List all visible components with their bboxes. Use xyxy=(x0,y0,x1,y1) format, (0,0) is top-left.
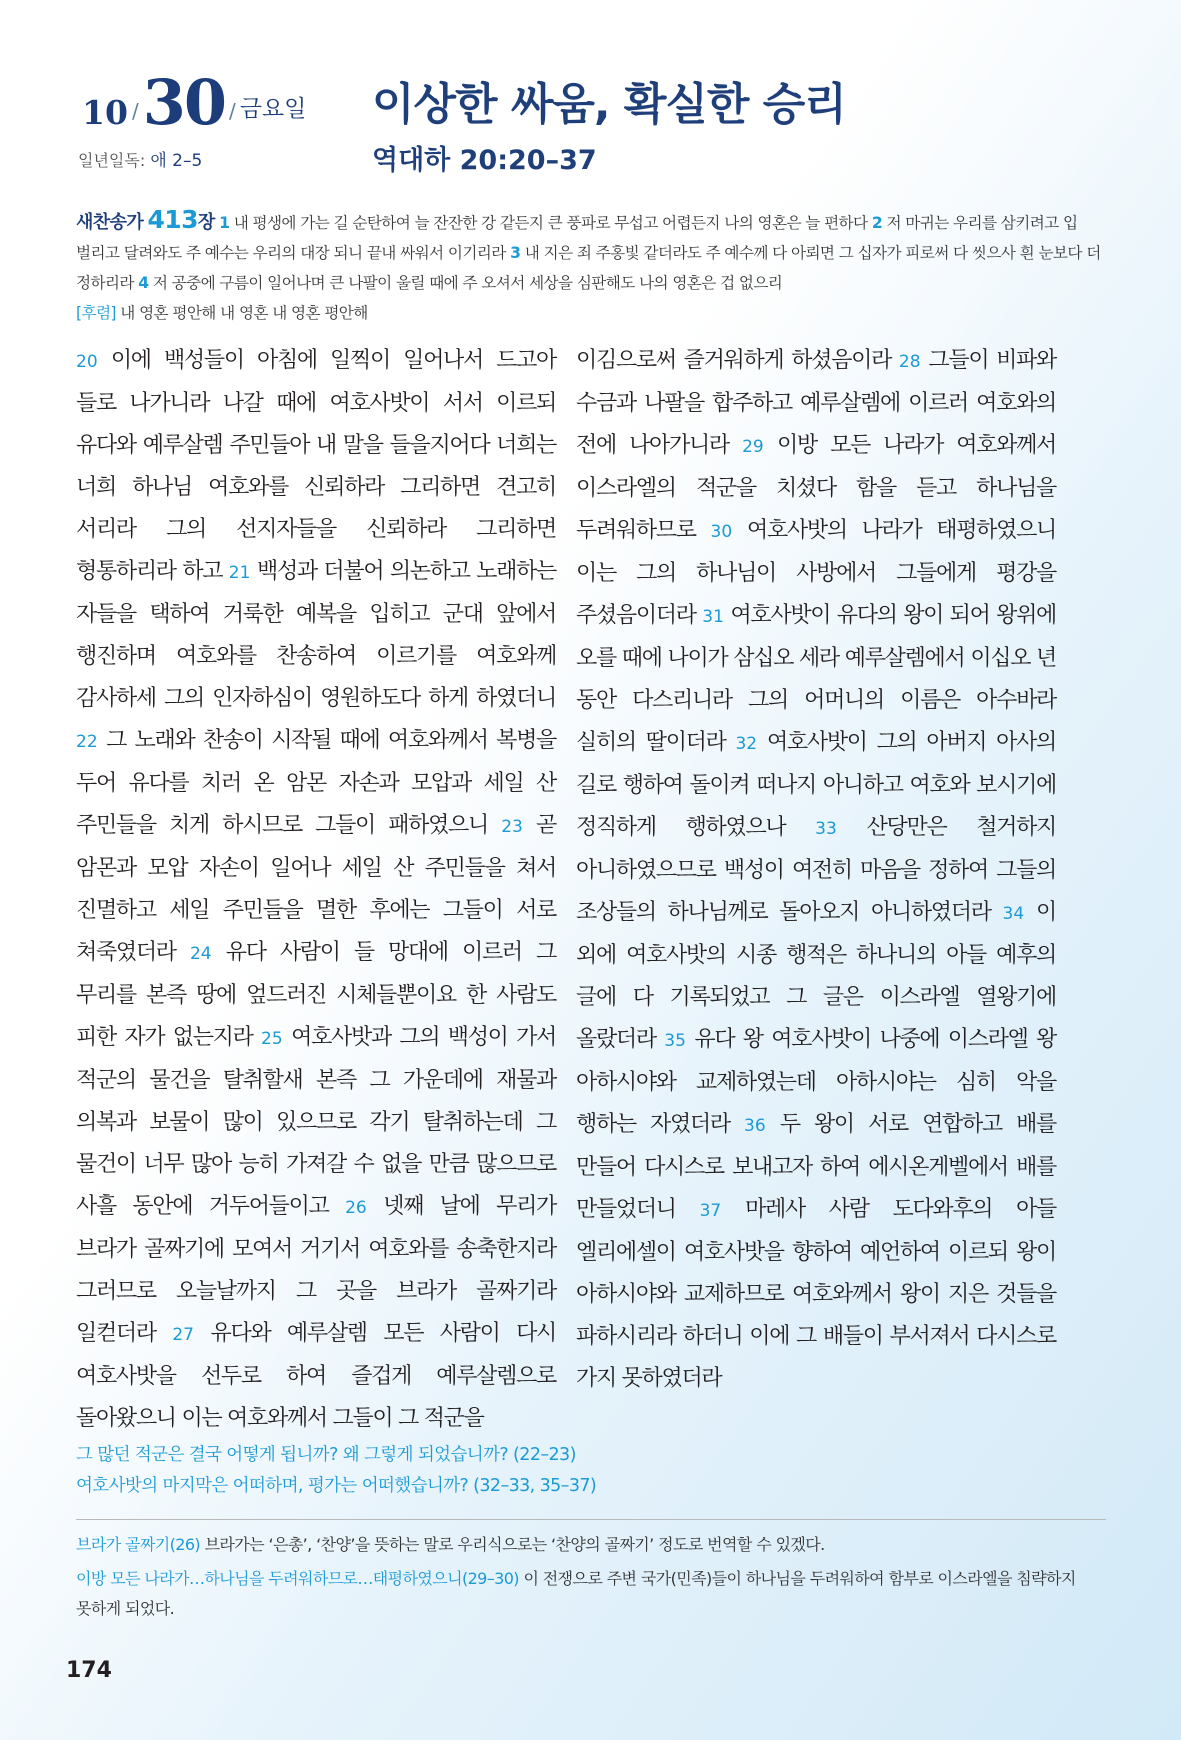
meditation-questions xyxy=(76,1440,1106,1502)
verse-text: 유다 왕 여호사밧이 나중에 이스라엘 왕 아하시야와 교제하였는데 아하시야는 심히 악을 행하는 자였더라 xyxy=(576,1027,1057,1137)
note xyxy=(76,1564,1106,1624)
hymn-chorus-label: [후렴] xyxy=(76,304,116,322)
verse-number: 20 xyxy=(76,352,98,372)
verse-number: 25 xyxy=(261,1029,283,1049)
verse-text: 이김으로써 즐거워하게 하셨음이라 xyxy=(576,348,892,373)
verse-number: 30 xyxy=(710,522,733,542)
verse-number: 21 xyxy=(228,563,251,583)
hymn-chorus-text: 내 영혼 평안해 내 영혼 내 영혼 평안해 xyxy=(120,304,368,322)
verse-text: 이에 백성들이 아침에 일찍이 일어나서 드고아 들로 나가니라 나갈 때에 여호사밧이 서서 이르되 유다와 예루살렘 주민들아 내 말을 들을지어다 너희는 너희 하나님 여호와를 신뢰하라 그리하면 견고히 서리라 그의 선지자들을 신뢰하라 그리하면 형통하리라 하고 xyxy=(76,348,556,584)
date-weekday: 금요일 xyxy=(239,96,307,122)
verse-text: 그들이 비파와 수금과 나팔을 합주하고 예루살렘에 이르러 여호와의 전에 나아가니라 xyxy=(576,348,1057,458)
note-text: 이 전쟁으로 주변 국가(민족)들이 하나님을 두려워하여 함부로 이스라엘을 침략하지 못하게 되었다. xyxy=(76,1569,1076,1618)
hymn-suffix: 장 xyxy=(197,212,215,233)
verse-number: 31 xyxy=(702,607,724,627)
note-text: 브라가는 ‘은총’, ‘찬양’을 뜻하는 말로 우리식으로는 ‘찬양의 골짜기’ 정도로 번역할 수 있겠다. xyxy=(204,1535,825,1554)
date-separator-2: / xyxy=(228,99,236,123)
annual-reading xyxy=(78,146,202,171)
date-separator: / xyxy=(131,99,139,123)
scripture-column-left xyxy=(76,340,556,1440)
verse-text: 이방 모든 나라가 여호와께서 이스라엘의 적군을 치셨다 함을 듣고 하나님을 두려워하므로 xyxy=(576,433,1056,543)
verse-number: 34 xyxy=(1002,904,1025,924)
reading-ref: 애 2–5 xyxy=(150,151,203,171)
hymn-verse-text: 저 마귀는 우리를 삼키려고 입 벌리고 달려와도 주 예수는 우리의 대장 되니 끝내 싸워서 이기리라 xyxy=(76,214,1078,262)
verse-number: 32 xyxy=(735,734,758,754)
note-term: 이방 모든 나라가…하나님을 두려워하므로…태평하였으니(29–30) xyxy=(76,1569,519,1588)
verse-text: 곧 암몬과 모압 자손이 일어나 세일 산 주민들을 쳐서 진멸하고 세일 주민들을 멸한 후에는 그들이 서로 쳐죽였더라 xyxy=(76,813,556,965)
date-month: 10 xyxy=(82,93,128,132)
verse-text: 여호사밧의 나라가 태평하였으니 이는 그의 하나님이 사방에서 그들에게 평강을 주셨음이더라 xyxy=(576,518,1056,628)
verse-text: 이 외에 여호사밧의 시종 행적은 하나니의 아들 예후의 글에 다 기록되었고 그 글은 이스라엘 열왕기에 올랐더라 xyxy=(576,900,1056,1052)
verse-number: 33 xyxy=(815,819,837,839)
verse-text: 여호사밧과 그의 백성이 가서 적군의 물건을 탈취할새 본즉 그 가운데에 재물과 의복과 보물이 많이 있으므로 각기 탈취하는데 그 물건이 너무 많아 능히 가져갈 수 없을 만큼 많으므로 사흘 동안에 거두어들이고 xyxy=(76,1025,556,1219)
verse-text: 마레사 사람 도다와후의 아들 엘리에셀이 여호사밧을 향하여 예언하여 이르되 왕이 아하시야와 교제하므로 여호와께서 왕이 지은 것들을 파하시리라 하더니 이에 그 배들이 부서져서 다시스로 가지 못하였더라 xyxy=(576,1197,1056,1391)
hymn-label: 새찬송가 xyxy=(76,212,144,233)
verse-number: 27 xyxy=(172,1325,194,1345)
hymn-verse-number: 3 xyxy=(510,244,521,262)
verse-text: 백성과 더불어 의논하고 노래하는 자들을 택하여 거룩한 예복을 입히고 군대 앞에서 행진하며 여호와를 찬송하여 이르기를 여호와께 감사하세 그의 인자하심이 영원하도다 하게 하였더니 xyxy=(76,559,556,711)
verse-number: 29 xyxy=(742,437,764,457)
verse-text: 여호사밧이 그의 아버지 아사의 길로 행하여 돌이켜 떠나지 아니하고 여호와 보시기에 정직하게 행하였으나 xyxy=(576,730,1056,840)
verse-number: 23 xyxy=(501,817,523,837)
verse-text: 넷째 날에 무리가 브라가 골짜기에 모여서 거기서 여호와를 송축한지라 그러므로 오늘날까지 그 곳을 브라가 골짜기라 일컫더라 xyxy=(76,1194,557,1346)
page-number: 174 xyxy=(66,1658,112,1683)
note xyxy=(76,1530,1106,1560)
verse-number: 24 xyxy=(189,944,212,964)
note-term: 브라가 골짜기(26) xyxy=(76,1535,201,1554)
verse-number: 35 xyxy=(664,1031,686,1051)
hymn-verse-text: 저 공중에 구름이 일어나며 큰 나팔이 울릴 때에 주 오셔서 세상을 심판해도 나의 영혼은 겁 없으리 xyxy=(152,274,783,292)
verse-text: 산당만은 철거하지 아니하였으므로 백성이 여전히 마음을 정하여 그들의 조상들의 하나님께로 돌아오지 아니하였더라 xyxy=(576,815,1056,925)
date-block xyxy=(82,66,307,139)
reading-label: 일년일독: xyxy=(78,151,146,170)
verse-number: 26 xyxy=(345,1198,367,1218)
hymn-verse-number: 2 xyxy=(871,214,883,232)
hymn-verse-text: 내 평생에 가는 길 순탄하여 늘 잔잔한 강 같든지 큰 풍파로 무섭고 어렵든지 나의 영혼은 늘 편하다 xyxy=(233,214,868,232)
page-title: 이상한 싸움, 확실한 승리 xyxy=(372,79,846,130)
hymn-verse-number: 4 xyxy=(138,274,149,292)
verse-number: 28 xyxy=(898,352,921,372)
scripture-columns xyxy=(76,340,1108,1430)
question: 여호사밧의 마지막은 어떠하며, 평가는 어떠했습니까? (32–33, 35–37) xyxy=(76,1476,597,1496)
scripture-column-right xyxy=(576,340,1056,1400)
passage-reference: 역대하 20:20–37 xyxy=(372,145,597,176)
hymn-number: 413 xyxy=(147,205,198,234)
hymn-verse-number: 1 xyxy=(219,214,230,232)
date-day: 30 xyxy=(142,66,225,139)
verse-text: 유다 사람이 들 망대에 이르러 그 무리를 본즉 땅에 엎드러진 시체들뿐이요 한 사람도 피한 자가 없는지라 xyxy=(76,940,556,1050)
verse-number: 22 xyxy=(76,732,98,752)
verse-text: 여호사밧이 유다의 왕이 되어 왕위에 오를 때에 나이가 삼십오 세라 예루살렘에서 이십오 년 동안 다스리니라 그의 어머니의 이름은 아수바라 실히의 딸이더라 xyxy=(576,603,1056,755)
hymn-verses xyxy=(76,214,1101,292)
verse-text: 두 왕이 서로 연합하고 배를 만들어 다시스로 보내고자 하여 에시온게벨에서 배를 만들었더니 xyxy=(576,1112,1056,1222)
verse-text: 유다와 예루살렘 모든 사람이 다시 여호사밧을 선두로 하여 즐겁게 예루살렘으로 돌아왔으니 이는 여호와께서 그들이 그 적군을 xyxy=(76,1321,557,1431)
verse-number: 37 xyxy=(699,1201,722,1221)
verse-number: 36 xyxy=(744,1116,766,1136)
question: 그 많던 적군은 결국 어떻게 됩니까? 왜 그렇게 되었습니까? (22–23) xyxy=(76,1445,576,1465)
divider xyxy=(76,1519,1106,1520)
hymn-block xyxy=(76,205,1102,328)
verse-text: 그 노래와 찬송이 시작될 때에 여호와께서 복병을 두어 유다를 치러 온 암몬 자손과 모압과 세일 산 주민들을 치게 하시므로 그들이 패하였으니 xyxy=(76,728,556,838)
hymn-verse-text: 내 지은 죄 주홍빛 같더라도 주 예수께 다 아뢰면 그 십자가 피로써 다 씻으사 흰 눈보다 더 정하리라 xyxy=(76,244,1101,292)
study-notes xyxy=(76,1530,1106,1628)
